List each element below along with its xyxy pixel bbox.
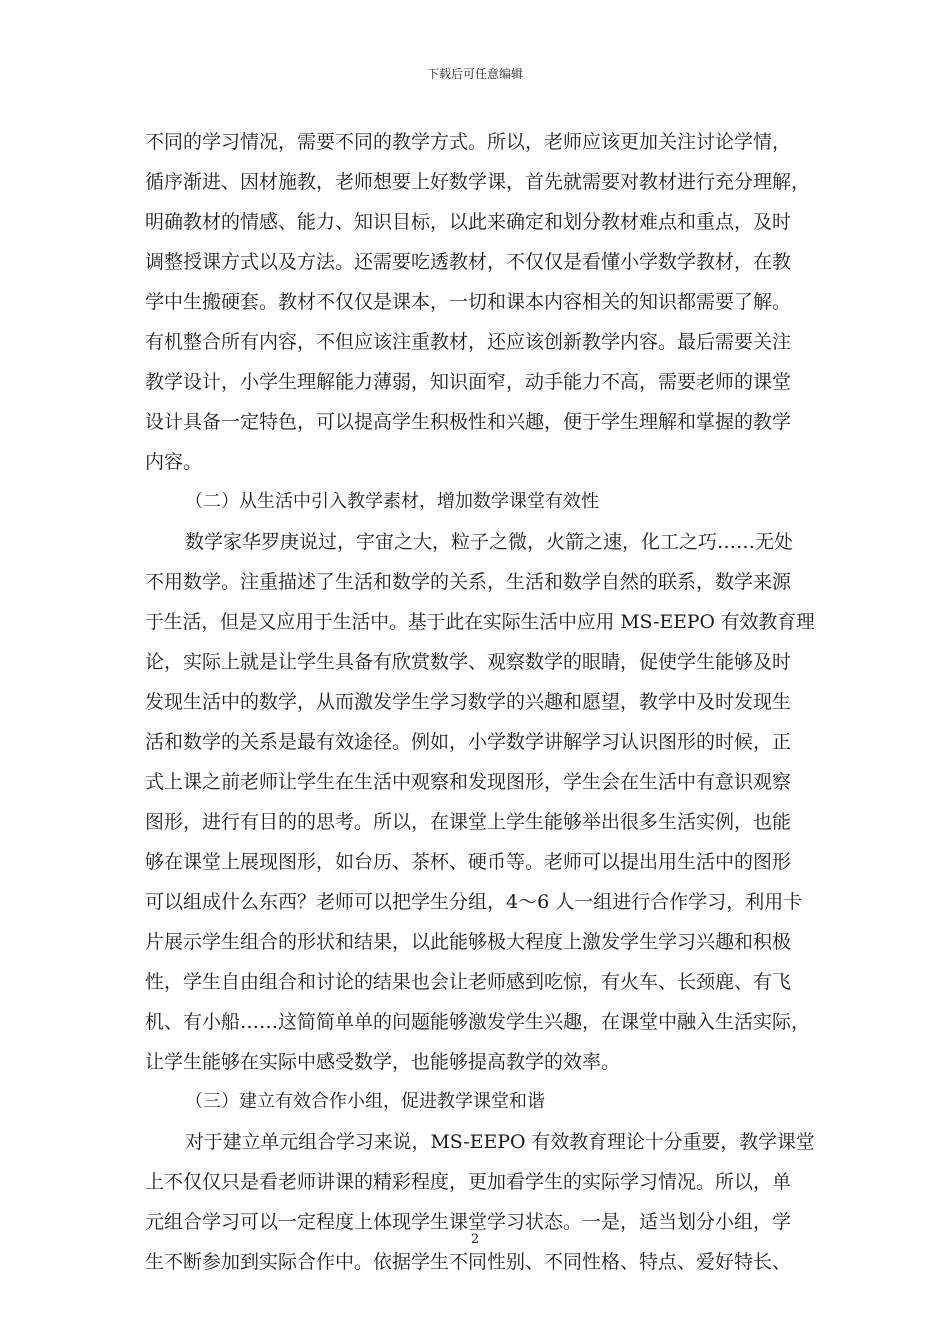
page-number: 2 bbox=[470, 1232, 480, 1247]
paragraph-line: 对于建立单元组合学习来说，MS-EEPO 有效教育理论十分重要，教学课堂 bbox=[185, 1131, 815, 1153]
document-body bbox=[145, 122, 815, 1282]
paragraph-line: 片展示学生组合的形状和结果，以此能够极大程度上激发学生学习兴趣和积极 bbox=[145, 931, 792, 953]
paragraph-line: 让学生能够在实际中感受数学，也能够提高教学的效率。 bbox=[145, 1051, 621, 1073]
paragraph-line: 元组合学习可以一定程度上体现学生课堂学习状态。一是，适当划分小组，学 bbox=[145, 1211, 792, 1233]
paragraph-line: 调整授课方式以及方法。还需要吃透教材，不仅仅是看懂小学数学教材，在教 bbox=[145, 251, 792, 273]
paragraph-line: 不同的学习情况，需要不同的教学方式。所以，老师应该更加关注讨论学情， bbox=[145, 131, 792, 153]
paragraph-line: 不用数学。注重描述了生活和数学的关系，生活和数学自然的联系，数学来源 bbox=[145, 571, 792, 593]
paragraph-line: 活和数学的关系是最有效途径。例如，小学数学讲解学习认识图形的时候，正 bbox=[145, 731, 792, 753]
paragraph-line: 够在课堂上展现图形，如台历、茶杯、硬币等。老师可以提出用生活中的图形 bbox=[145, 851, 792, 873]
paragraph-line: 发现生活中的数学，从而激发学生学习数学的兴趣和愿望，教学中及时发现生 bbox=[145, 691, 792, 713]
paragraph-line: 生不断参加到实际合作中。依据学生不同性别、不同性格、特点、爱好特长、 bbox=[145, 1251, 792, 1273]
paragraph-line: 于生活，但是又应用于生活中。基于此在实际生活中应用 MS-EEPO 有效教育理 bbox=[145, 611, 815, 633]
paragraph-line: 循序渐进、因材施教，老师想要上好数学课，首先就需要对教材进行充分理解， bbox=[145, 171, 811, 193]
page-header: 下载后可任意编辑 bbox=[426, 67, 523, 81]
paragraph-line: 有机整合所有内容，不但应该注重教材，还应该创新教学内容。最后需要关注 bbox=[145, 331, 792, 353]
paragraph-line: 学中生搬硬套。教材不仅仅是课本，一切和课本内容相关的知识都需要了解。 bbox=[145, 291, 792, 313]
paragraph-line: 内容。 bbox=[145, 451, 203, 473]
section-heading: （二）从生活中引入教学素材，增加数学课堂有效性 bbox=[185, 491, 599, 512]
paragraph-line: 图形，进行有目的的思考。所以，在课堂上学生能够举出很多生活实例，也能 bbox=[145, 811, 792, 833]
paragraph-line: 数学家华罗庚说过，宇宙之大，粒子之微，火箭之速，化工之巧……无处 bbox=[185, 531, 794, 553]
paragraph-line: 机、有小船……这简简单单的问题能够激发学生兴趣，在课堂中融入生活实际， bbox=[145, 1011, 811, 1033]
paragraph-line: 式上课之前老师让学生在生活中观察和发现图形，学生会在生活中有意识观察 bbox=[145, 771, 792, 793]
paragraph-line: 明确教材的情感、能力、知识目标，以此来确定和划分教材难点和重点，及时 bbox=[145, 211, 792, 233]
paragraph-line: 教学设计，小学生理解能力薄弱，知识面窄，动手能力不高，需要老师的课堂 bbox=[145, 371, 792, 393]
paragraph-line: 设计具备一定特色，可以提高学生积极性和兴趣，便于学生理解和掌握的教学 bbox=[145, 411, 792, 433]
paragraph-line: 上不仅仅只是看老师讲课的精彩程度，更加看学生的实际学习情况。所以，单 bbox=[145, 1171, 792, 1193]
paragraph-line: 性，学生自由组合和讨论的结果也会让老师感到吃惊，有火车、长颈鹿、有飞 bbox=[145, 971, 792, 993]
paragraph-line: 论，实际上就是让学生具备有欣赏数学、观察数学的眼睛，促使学生能够及时 bbox=[145, 651, 792, 673]
paragraph-line: 可以组成什么东西？老师可以把学生分组，4～6 人一组进行合作学习，利用卡 bbox=[145, 891, 803, 913]
section-heading: （三）建立有效合作小组，促进教学课堂和谐 bbox=[185, 1091, 545, 1112]
